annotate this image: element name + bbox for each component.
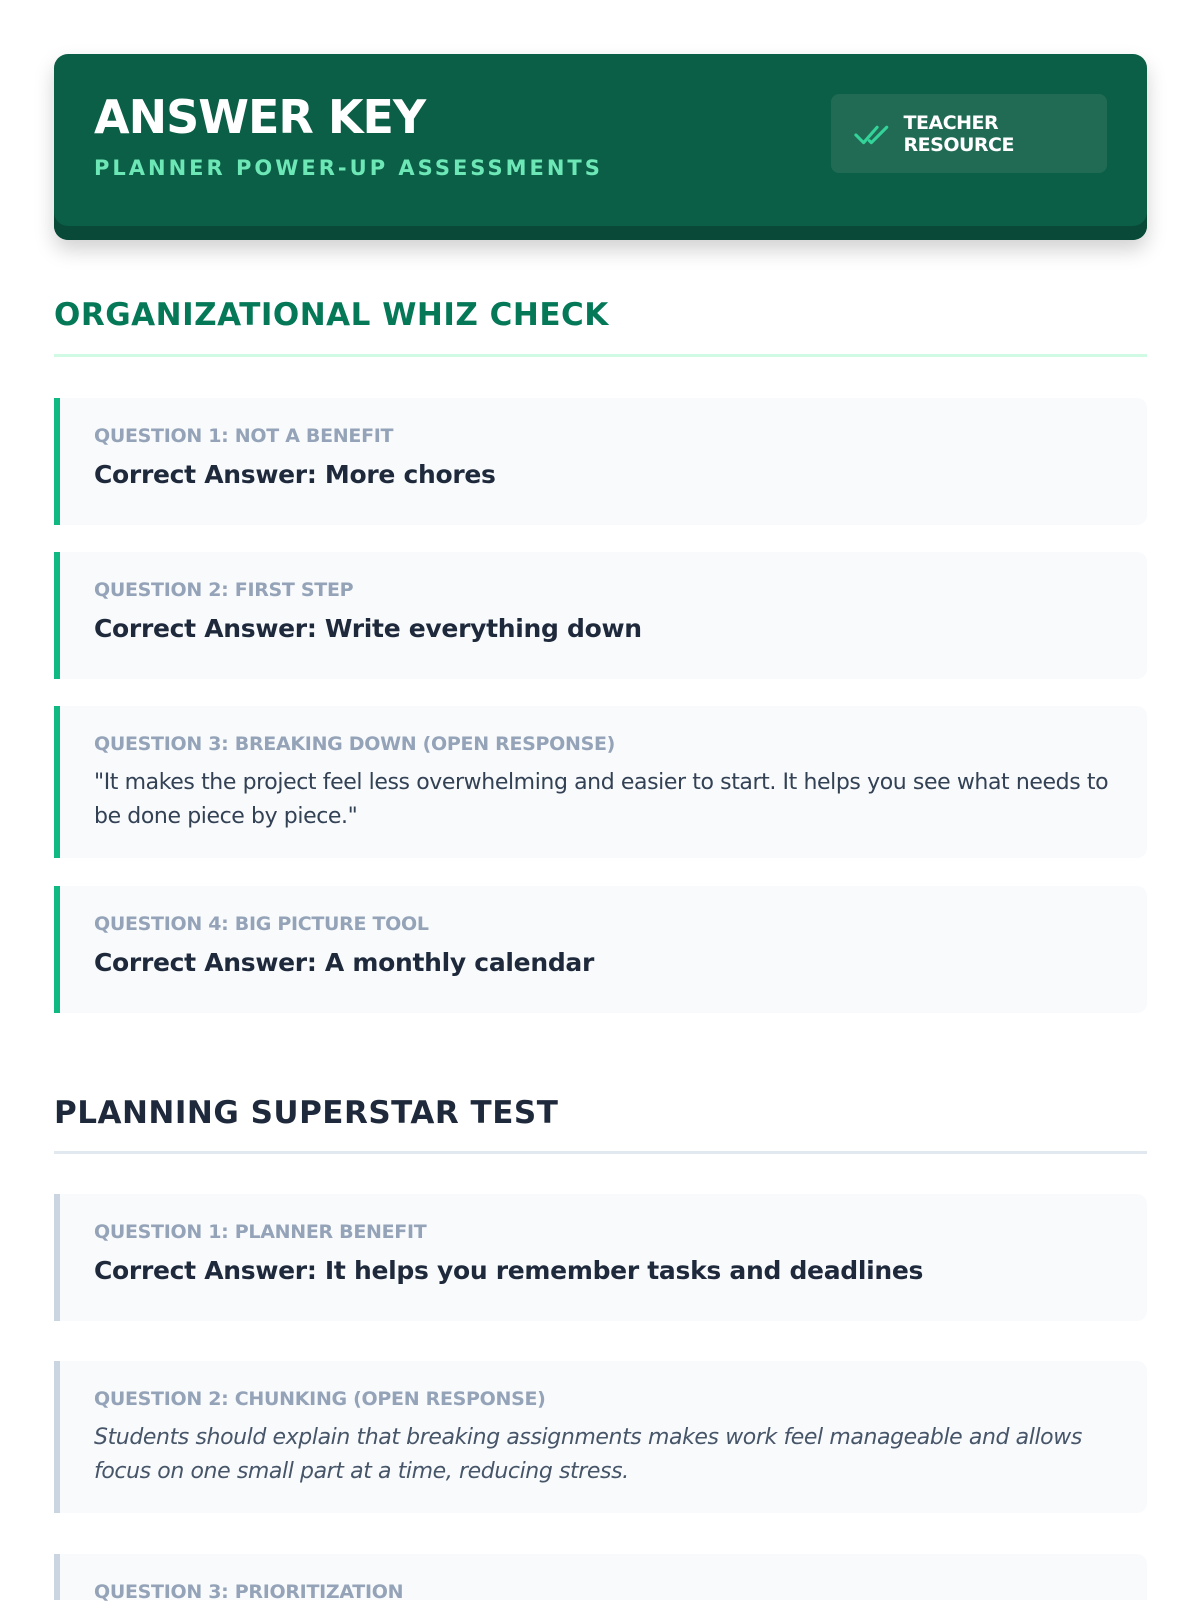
section-title-planning-superstar-test: PLANNING SUPERSTAR TEST — [54, 1095, 559, 1131]
page-subtitle: PLANNER POWER-UP ASSESSMENTS — [94, 156, 603, 180]
section-divider — [54, 1151, 1147, 1154]
correct-answer: Correct Answer: Write everything down — [94, 614, 642, 643]
badge-label: TEACHER RESOURCE — [903, 111, 1014, 156]
question-label: QUESTION 4: BIG PICTURE TOOL — [94, 913, 429, 935]
answer-card — [54, 1554, 1147, 1603]
answer-card — [54, 398, 1147, 525]
open-response-answer: "It makes the project feel less overwhelming and easier to start. It helps you see what needs to be done piece by piece." — [94, 770, 1109, 829]
open-response-answer: Students should explain that breaking assignments makes work feel manageable and allows focus on one small part at a time, reducing stress. — [94, 1425, 1082, 1484]
double-check-icon — [853, 119, 892, 149]
answer-card — [54, 552, 1147, 679]
section-divider — [54, 354, 1147, 357]
answer-card — [54, 886, 1147, 1013]
page-title: ANSWER KEY — [94, 90, 426, 144]
answer-card — [54, 706, 1147, 858]
question-label: QUESTION 1: NOT A BENEFIT — [94, 425, 394, 447]
section-title-organizational-whiz-check: ORGANIZATIONAL WHIZ CHECK — [54, 297, 609, 333]
question-label: QUESTION 2: CHUNKING (OPEN RESPONSE) — [94, 1388, 546, 1410]
correct-answer: Correct Answer: A monthly calendar — [94, 948, 595, 977]
question-label: QUESTION 2: FIRST STEP — [94, 579, 354, 601]
question-label: QUESTION 3: BREAKING DOWN (OPEN RESPONSE) — [94, 733, 616, 755]
teacher-resource-badge — [831, 94, 1107, 173]
question-label: QUESTION 1: PLANNER BENEFIT — [94, 1221, 427, 1243]
question-label: QUESTION 3: PRIORITIZATION — [94, 1581, 404, 1603]
answer-card — [54, 1194, 1147, 1321]
answer-card — [54, 1361, 1147, 1513]
correct-answer: Correct Answer: It helps you remember tasks and deadlines — [94, 1256, 924, 1285]
correct-answer: Correct Answer: More chores — [94, 460, 496, 489]
header-banner — [54, 54, 1147, 240]
